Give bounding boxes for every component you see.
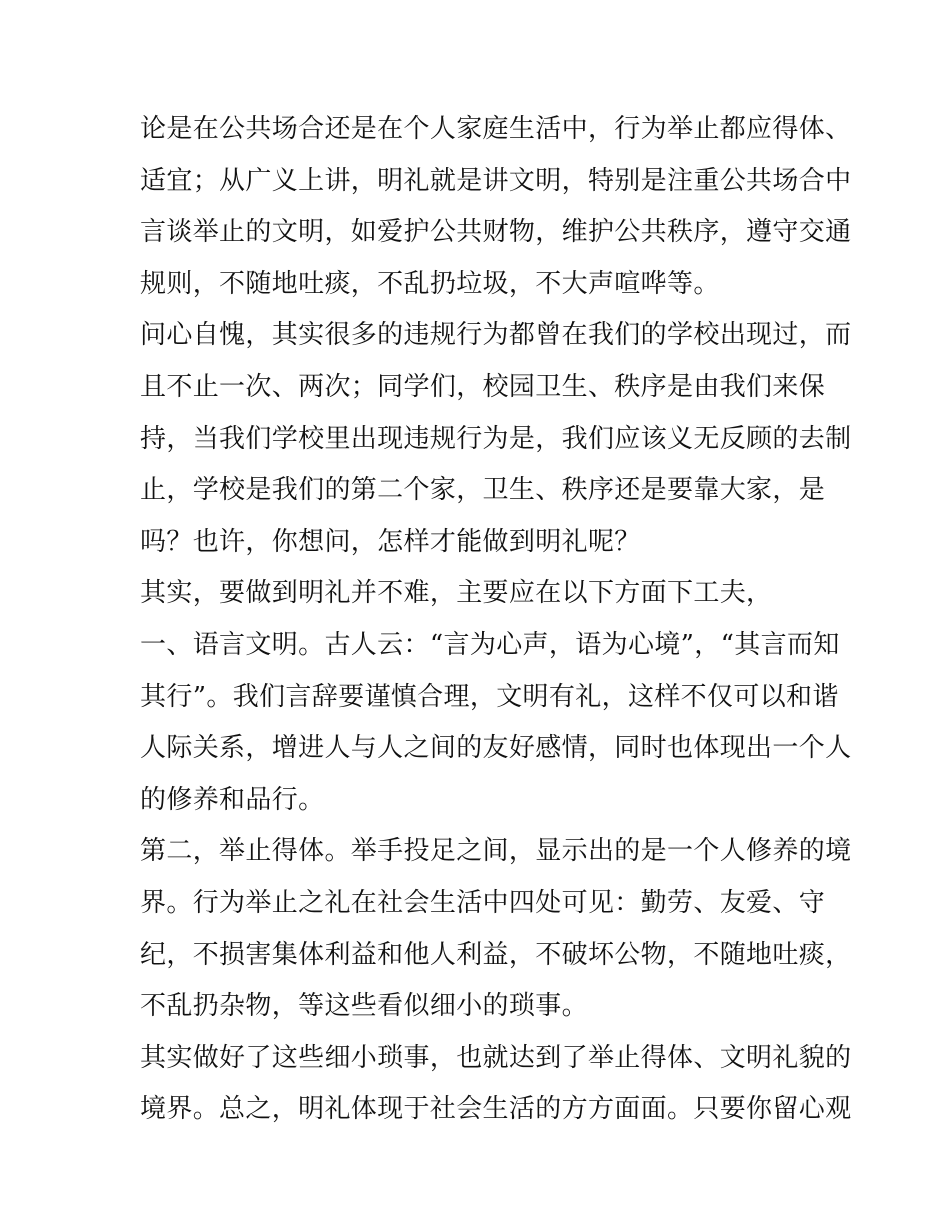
text-line: 其行”。我们言辞要谨慎合理，文明有礼，这样不仅可以和谐 xyxy=(140,681,839,712)
text-line: 规则，不随地吐痰，不乱扔垃圾，不大声喧哗等。 xyxy=(140,268,720,299)
text-line: 其实做好了这些细小琐事，也就达到了举止得体、文明礼貌的 xyxy=(140,1042,852,1073)
text-line: 论是在公共场合还是在个人家庭生活中，行为举止都应得体、 xyxy=(140,114,852,144)
text-line: 止，学校是我们的第二个家，卫生、秩序还是要靠大家，是 xyxy=(140,475,826,506)
text-line: 纪，不损害集体利益和他人利益，不破坏公物，不随地吐痰， xyxy=(140,939,852,970)
text-line: 的修养和品行。 xyxy=(140,784,325,815)
text-line: 适宜；从广义上讲，明礼就是讲文明，特别是注重公共场合中 xyxy=(140,165,852,196)
text-line: 第二，举止得体。举手投足之间，显示出的是一个人修养的境 xyxy=(140,836,852,867)
text-line: 一、语言文明。古人云：“言为心声，语为心境”，“其言而知 xyxy=(140,629,840,660)
text-line: 问心自愧，其实很多的违规行为都曾在我们的学校出现过，而 xyxy=(140,320,852,351)
text-line: 界。行为举止之礼在社会生活中四处可见：勤劳、友爱、守 xyxy=(140,887,826,918)
text-line: 且不止一次、两次；同学们，校园卫生、秩序是由我们来保 xyxy=(140,371,826,402)
text-line: 其实，要做到明礼并不难，主要应在以下方面下工夫， xyxy=(140,578,773,609)
text-line: 持，当我们学校里出现违规行为是，我们应该义无反顾的去制 xyxy=(140,423,852,454)
text-line: 境界。总之，明礼体现于社会生活的方方面面。只要你留心观 xyxy=(140,1094,852,1125)
text-line: 人际关系，增进人与人之间的友好感情，同时也体现出一个人 xyxy=(140,733,852,764)
text-line: 言谈举止的文明，如爱护公共财物，维护公共秩序，遵守交通 xyxy=(140,217,852,248)
text-line: 不乱扔杂物，等这些看似细小的琐事。 xyxy=(140,991,588,1022)
text-line: 吗？也许，你想问，怎样才能做到明礼呢？ xyxy=(140,526,641,557)
document-body xyxy=(140,104,852,1136)
